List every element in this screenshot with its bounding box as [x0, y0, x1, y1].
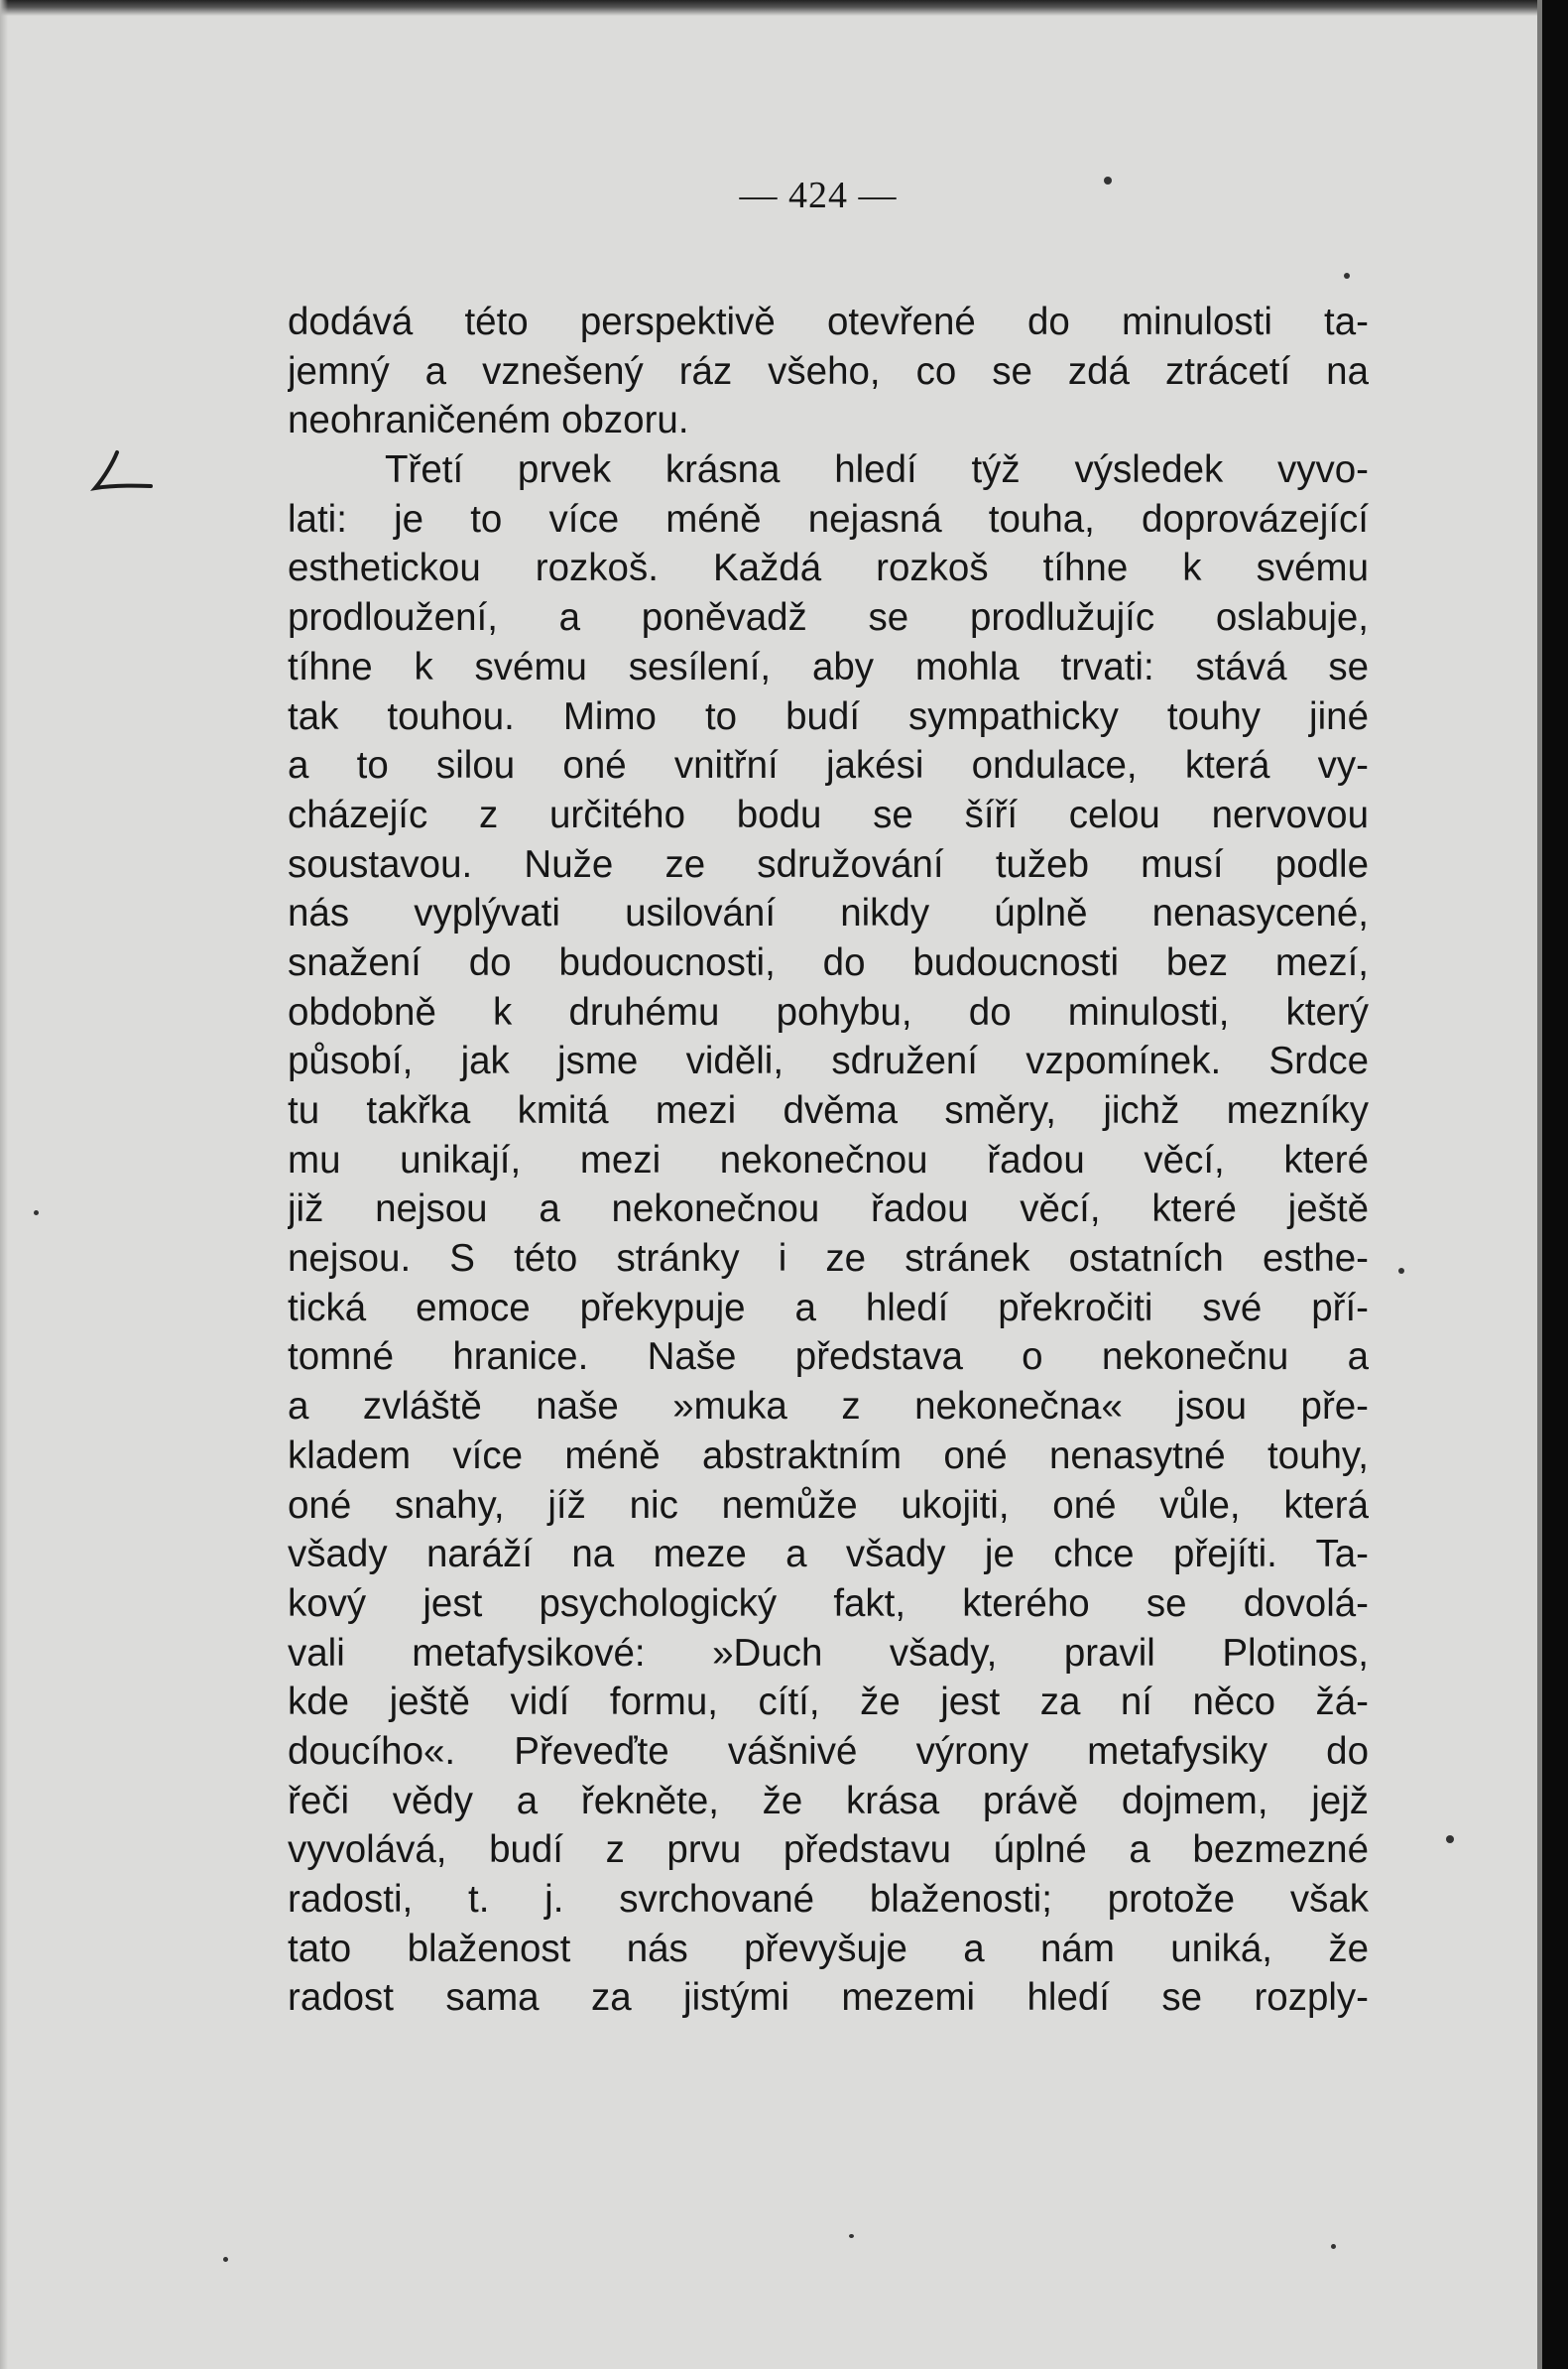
scan-speck [1331, 2244, 1336, 2249]
scan-speck [1104, 177, 1112, 185]
scan-speck [1398, 1268, 1404, 1274]
text-line: oné snahy, jíž nic nemůže ukojiti, oné vůle, která [288, 1483, 1369, 1527]
text-line: a to silou oné vnitřní jakési ondulace, která vy- [288, 744, 1369, 788]
text-line: všady naráží na meze a všady je chce přejíti. Ta- [288, 1533, 1369, 1576]
text-line: radosti, t. j. svrchované blaženosti; protože však [288, 1878, 1369, 1921]
text-line: cházejíc z určitého bodu se šíří celou nervovou [288, 793, 1369, 836]
text-line: dodává této perspektivě otevřené do minulosti ta- [288, 301, 1369, 343]
text-line: tíhne k svému sesílení, aby mohla trvati: stává se [288, 645, 1369, 688]
text-line: snažení do budoucnosti, do budoucnosti bez mezí, [288, 940, 1369, 984]
text-line: lati: je to více méně nejasná touha, doprovázející [288, 497, 1369, 541]
text-line: řeči vědy a řekněte, že krása právě dojmem, jejž [288, 1779, 1369, 1822]
text-line: Třetí prvek krásna hledí týž výsledek vyvo- [385, 448, 1369, 492]
text-line: nejsou. S této stránky i ze stránek ostatních esthe- [288, 1237, 1369, 1281]
scan-left-edge [0, 0, 8, 2369]
scan-speck [1446, 1835, 1454, 1843]
body-text [288, 298, 1369, 2023]
scan-right-edge [1542, 0, 1568, 2369]
text-line: vali metafysikové: »Duch všady, pravil Plotinos, [288, 1631, 1369, 1675]
text-line: prodloužení, a poněvadž se prodlužujíc oslabuje, [288, 596, 1369, 640]
text-line: kový jest psychologický fakt, kterého se dovolá- [288, 1581, 1369, 1625]
text-line: tu takřka kmitá mezi dvěma směry, jichž mezníky [288, 1089, 1369, 1132]
scan-speck [34, 1210, 39, 1215]
text-line: esthetickou rozkoš. Každá rozkoš tíhne k svému [288, 547, 1369, 590]
text-line: kde ještě vidí formu, cítí, že jest za ní něco žá- [288, 1681, 1369, 1724]
text-line: působí, jak jsme viděli, sdružení vzpomínek. Srdce [288, 1040, 1369, 1083]
text-line: mu unikají, mezi nekonečnou řadou věcí, které [288, 1138, 1369, 1182]
text-line: kladem více méně abstraktním oné nenasytné touhy, [288, 1434, 1369, 1477]
text-line: soustavou. Nuže ze sdružování tužeb musí podle [288, 842, 1369, 886]
text-line: nás vyplývati usilování nikdy úplně nenasycené, [288, 892, 1369, 935]
text-line: tická emoce překypuje a hledí překročiti své pří- [288, 1286, 1369, 1329]
text-line: tomné hranice. Naše představa o nekonečnu a [288, 1335, 1369, 1379]
scan-speck [1344, 273, 1350, 279]
text-line: doucího«. Převeďte vášnivé výrony metafysiky do [288, 1729, 1369, 1773]
scan-top-shadow [0, 0, 1568, 16]
text-line: radost sama za jistými mezemi hledí se rozply- [288, 1976, 1369, 2020]
text-line: již nejsou a nekonečnou řadou věcí, které ještě [288, 1187, 1369, 1231]
text-line: vyvolává, budí z prvu představu úplné a bezmezné [288, 1828, 1369, 1872]
text-line: tak touhou. Mimo to budí sympathicky touhy jiné [288, 694, 1369, 738]
text-line: jemný a vznešený ráz všeho, co se zdá ztrácetí na [288, 349, 1369, 393]
text-line: obdobně k druhému pohybu, do minulosti, který [288, 990, 1369, 1034]
scan-speck [849, 2234, 854, 2238]
page-number: — 424 — [739, 175, 898, 216]
text-line: a zvláště naše »muka z nekonečna« jsou pře- [288, 1385, 1369, 1429]
text-line: tato blaženost nás převyšuje a nám uniká, že [288, 1927, 1369, 1970]
handwritten-margin-mark [87, 448, 157, 498]
scan-speck [223, 2257, 228, 2262]
text-line: neohraničeném obzoru. [288, 399, 689, 442]
